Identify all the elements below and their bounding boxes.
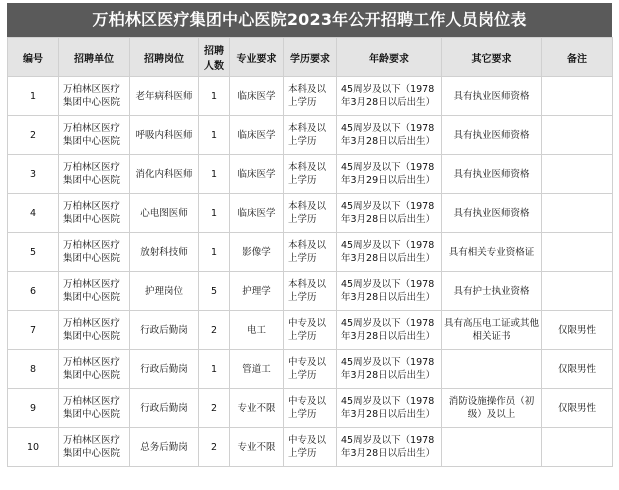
cell-major: 影像学	[230, 233, 284, 272]
table-row	[8, 272, 613, 311]
cell-no: 7	[8, 311, 59, 350]
cell-post: 消化内科医师	[130, 155, 199, 194]
cell-other: 消防设施操作员（初级）及以上	[442, 389, 542, 428]
cell-no: 2	[8, 116, 59, 155]
cell-age: 45周岁及以下（1978年3月28日以后出生）	[337, 194, 442, 233]
cell-note	[542, 272, 613, 311]
cell-other: 具有高压电工证或其他相关证书	[442, 311, 542, 350]
cell-edu: 中专及以上学历	[284, 428, 337, 467]
header-row	[8, 38, 613, 77]
table-row	[8, 194, 613, 233]
cell-edu: 中专及以上学历	[284, 350, 337, 389]
cell-unit: 万柏林区医疗集团中心医院	[59, 428, 130, 467]
cell-count: 5	[199, 272, 230, 311]
cell-count: 1	[199, 350, 230, 389]
cell-post: 总务后勤岗	[130, 428, 199, 467]
cell-major: 管道工	[230, 350, 284, 389]
header-unit: 招聘单位	[59, 38, 130, 77]
cell-count: 2	[199, 389, 230, 428]
cell-edu: 本科及以上学历	[284, 155, 337, 194]
cell-age: 45周岁及以下（1978年3月28日以后出生）	[337, 272, 442, 311]
cell-count: 1	[199, 155, 230, 194]
cell-other: 具有执业医师资格	[442, 116, 542, 155]
cell-age: 45周岁及以下（1978年3月28日以后出生）	[337, 428, 442, 467]
cell-major: 临床医学	[230, 155, 284, 194]
cell-edu: 本科及以上学历	[284, 194, 337, 233]
cell-note	[542, 155, 613, 194]
cell-post: 行政后勤岗	[130, 389, 199, 428]
cell-unit: 万柏林区医疗集团中心医院	[59, 116, 130, 155]
table-row	[8, 77, 613, 116]
cell-count: 1	[199, 116, 230, 155]
header-no: 编号	[8, 38, 59, 77]
cell-note: 仅限男性	[542, 350, 613, 389]
cell-edu: 中专及以上学历	[284, 389, 337, 428]
cell-edu: 本科及以上学历	[284, 116, 337, 155]
cell-age: 45周岁及以下（1978年3月28日以后出生）	[337, 77, 442, 116]
table-row	[8, 389, 613, 428]
cell-age: 45周岁及以下（1978年3月28日以后出生）	[337, 311, 442, 350]
cell-unit: 万柏林区医疗集团中心医院	[59, 155, 130, 194]
cell-edu: 本科及以上学历	[284, 272, 337, 311]
header-note: 备注	[542, 38, 613, 77]
cell-edu: 本科及以上学历	[284, 77, 337, 116]
cell-no: 3	[8, 155, 59, 194]
cell-edu: 中专及以上学历	[284, 311, 337, 350]
header-count: 招聘人数	[199, 38, 230, 77]
cell-age: 45周岁及以下（1978年3月28日以后出生）	[337, 350, 442, 389]
cell-no: 5	[8, 233, 59, 272]
cell-note: 仅限男性	[542, 389, 613, 428]
cell-unit: 万柏林区医疗集团中心医院	[59, 311, 130, 350]
positions-table	[7, 37, 613, 467]
cell-major: 专业不限	[230, 389, 284, 428]
cell-age: 45周岁及以下（1978年3月28日以后出生）	[337, 233, 442, 272]
cell-other: 具有执业医师资格	[442, 194, 542, 233]
cell-count: 2	[199, 428, 230, 467]
table-row	[8, 116, 613, 155]
cell-unit: 万柏林区医疗集团中心医院	[59, 194, 130, 233]
cell-age: 45周岁及以下（1978年3月28日以后出生）	[337, 116, 442, 155]
table-title: 万柏林区医疗集团中心医院2023年公开招聘工作人员岗位表	[7, 3, 612, 37]
cell-post: 心电图医师	[130, 194, 199, 233]
cell-no: 6	[8, 272, 59, 311]
cell-count: 2	[199, 311, 230, 350]
cell-other	[442, 350, 542, 389]
cell-other: 具有相关专业资格证	[442, 233, 542, 272]
cell-major: 临床医学	[230, 194, 284, 233]
cell-other: 具有护士执业资格	[442, 272, 542, 311]
cell-note	[542, 428, 613, 467]
cell-no: 8	[8, 350, 59, 389]
cell-count: 1	[199, 77, 230, 116]
cell-note	[542, 194, 613, 233]
cell-no: 9	[8, 389, 59, 428]
cell-edu: 本科及以上学历	[284, 233, 337, 272]
cell-unit: 万柏林区医疗集团中心医院	[59, 272, 130, 311]
cell-unit: 万柏林区医疗集团中心医院	[59, 77, 130, 116]
cell-no: 10	[8, 428, 59, 467]
cell-post: 行政后勤岗	[130, 350, 199, 389]
table-row	[8, 233, 613, 272]
cell-major: 电工	[230, 311, 284, 350]
page	[7, 3, 612, 467]
cell-note	[542, 233, 613, 272]
cell-age: 45周岁及以下（1978年3月28日以后出生）	[337, 389, 442, 428]
header-other: 其它要求	[442, 38, 542, 77]
cell-other: 具有执业医师资格	[442, 155, 542, 194]
cell-count: 1	[199, 194, 230, 233]
cell-major: 护理学	[230, 272, 284, 311]
cell-post: 护理岗位	[130, 272, 199, 311]
cell-post: 行政后勤岗	[130, 311, 199, 350]
cell-post: 放射科技师	[130, 233, 199, 272]
table-row	[8, 428, 613, 467]
cell-age: 45周岁及以下（1978年3月29日以后出生）	[337, 155, 442, 194]
header-post: 招聘岗位	[130, 38, 199, 77]
cell-note: 仅限男性	[542, 311, 613, 350]
header-age: 年龄要求	[337, 38, 442, 77]
cell-other: 具有执业医师资格	[442, 77, 542, 116]
cell-major: 临床医学	[230, 77, 284, 116]
cell-major: 临床医学	[230, 116, 284, 155]
cell-unit: 万柏林区医疗集团中心医院	[59, 233, 130, 272]
cell-unit: 万柏林区医疗集团中心医院	[59, 389, 130, 428]
cell-no: 4	[8, 194, 59, 233]
table-row	[8, 311, 613, 350]
cell-note	[542, 116, 613, 155]
cell-major: 专业不限	[230, 428, 284, 467]
cell-note	[542, 77, 613, 116]
cell-post: 呼吸内科医师	[130, 116, 199, 155]
table-row	[8, 155, 613, 194]
header-major: 专业要求	[230, 38, 284, 77]
cell-count: 1	[199, 233, 230, 272]
cell-unit: 万柏林区医疗集团中心医院	[59, 350, 130, 389]
table-row	[8, 350, 613, 389]
header-edu: 学历要求	[284, 38, 337, 77]
cell-no: 1	[8, 77, 59, 116]
cell-other	[442, 428, 542, 467]
cell-post: 老年病科医师	[130, 77, 199, 116]
